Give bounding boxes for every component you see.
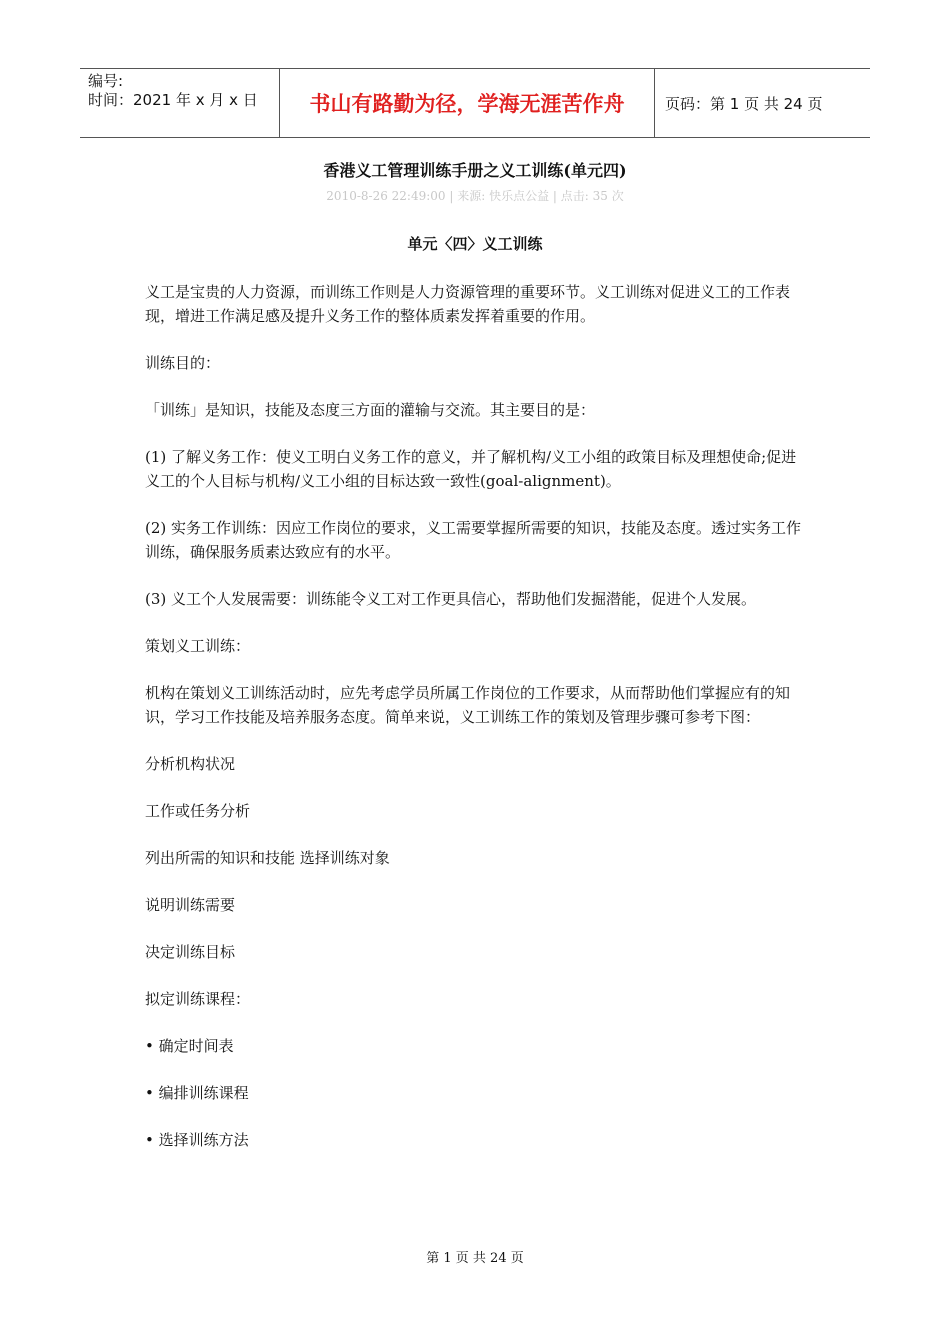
time-label: 时间：2021 年 x 月 x 日: [88, 91, 258, 109]
page-header: [80, 68, 870, 138]
bullet-item: • 选择训练方法: [145, 1131, 249, 1149]
paragraph: 策划义工训练：: [145, 637, 251, 655]
section-title: 单元〈四〉义工训练: [407, 235, 543, 253]
header-motto: 书山有路勤为径，学海无涯苦作舟: [280, 69, 655, 137]
paragraph: (1) 了解义务工作：使义工明白义务工作的意义，并了解机构/义工小组的政策目标及理想使命;促进义工的个人目标与机构/义工小组的目标达致一致性(goal-alignment)。: [145, 448, 797, 490]
article-title: 香港义工管理训练手册之义工训练(单元四): [323, 161, 627, 180]
bullet-item: • 编排训练课程: [145, 1084, 249, 1102]
paragraph: (3) 义工个人发展需要：训练能令义工对工作更具信心，帮助他们发掘潜能，促进个人发展。: [145, 590, 757, 608]
step-item: 分析机构状况: [145, 755, 236, 773]
paragraph: 训练目的：: [145, 354, 221, 372]
step-item: 说明训练需要: [145, 896, 236, 914]
step-item: 拟定训练课程：: [145, 990, 251, 1008]
number-label: 编号:: [88, 72, 124, 90]
paragraph: 「训练」是知识，技能及态度三方面的灌输与交流。其主要目的是：: [145, 401, 596, 419]
header-page-info: 页码：第 1 页 共 24 页: [665, 94, 823, 113]
page-footer: 第 1 页 共 24 页: [426, 1251, 524, 1266]
step-item: 列出所需的知识和技能 选择训练对象: [145, 849, 390, 867]
paragraph: (2) 实务工作训练：因应工作岗位的要求，义工需要掌握所需要的知识，技能及态度。透过实务工作训练，确保服务质素达致应有的水平。: [145, 519, 802, 561]
paragraph: 机构在策划义工训练活动时，应先考虑学员所属工作岗位的工作要求，从而帮助他们掌握应有的知识，学习工作技能及培养服务态度。简单来说，义工训练工作的策划及管理步骤可参考下图：: [145, 684, 791, 726]
header-info: [80, 69, 280, 137]
bullet-item: • 确定时间表: [145, 1037, 234, 1055]
article-body: [145, 280, 810, 1175]
step-item: 决定训练目标: [145, 943, 236, 961]
article-meta: 2010-8-26 22:49:00 | 来源: 快乐点公益 | 点击: 35 次: [326, 189, 624, 203]
paragraph: 义工是宝贵的人力资源，而训练工作则是人力资源管理的重要环节。义工训练对促进义工的工作表现，增进工作满足感及提升义务工作的整体质素发挥着重要的作用。: [145, 283, 791, 325]
step-item: 工作或任务分析: [145, 802, 251, 820]
